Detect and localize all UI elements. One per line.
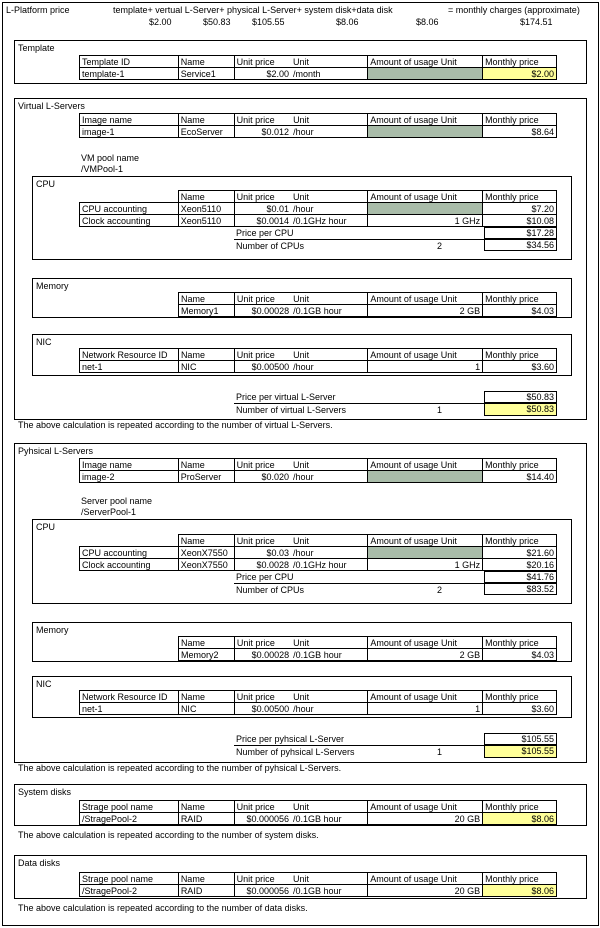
- data-disks-table: [79, 872, 557, 897]
- cell-usage: 1 GHz: [368, 215, 483, 227]
- col-image-name: Image name: [80, 114, 179, 126]
- table-header-row: [179, 293, 557, 305]
- col-unit: Unit: [291, 535, 368, 547]
- cell-price: $0.020: [234, 471, 291, 483]
- cell-usage: 1: [368, 703, 483, 715]
- cell-item: Clock accounting: [80, 559, 179, 571]
- col-unit: Unit: [291, 349, 368, 361]
- col-storage-pool: Strage pool name: [80, 801, 179, 813]
- col-monthly: Monthly price: [483, 349, 557, 361]
- cell-monthly: $7.20: [483, 203, 557, 215]
- cell-name: Service1: [178, 68, 234, 80]
- col-name: Name: [178, 56, 234, 68]
- cell-unit: /month: [291, 68, 368, 80]
- table-header-row: [80, 191, 557, 203]
- table-row: [80, 813, 557, 825]
- col-monthly: Monthly price: [483, 56, 557, 68]
- physical-num-servers-total: $105.55: [484, 745, 557, 758]
- col-unit: Unit: [291, 801, 368, 813]
- table-row: [80, 559, 557, 571]
- cell-unit: /hour: [291, 361, 368, 373]
- virtual-cpu-table: [79, 190, 557, 227]
- col-usage: Amount of usage Unit: [368, 691, 483, 703]
- cell-price: $0.000056: [234, 885, 291, 897]
- cell-price: $0.01: [234, 203, 291, 215]
- cell-monthly: $8.06: [483, 813, 557, 825]
- cell-id: /StragePool-2: [80, 813, 179, 825]
- col-usage: Amount of usage Unit: [368, 293, 483, 305]
- col-usage: Amount of usage Unit: [368, 114, 483, 126]
- virtual-note: The above calculation is repeated according to the number of virtual L-Servers.: [18, 420, 333, 430]
- cell-monthly: $4.03: [483, 305, 557, 317]
- header-formula: template+ vertual L-Server+ physical L-Server+ system disk+data disk: [113, 5, 393, 15]
- cell-unit: /0.1GHz hour: [291, 215, 368, 227]
- col-unit: Unit: [291, 873, 368, 885]
- cell-name: NIC: [178, 703, 234, 715]
- cell-usage: 1: [368, 361, 483, 373]
- cell-item: CPU accounting: [80, 203, 179, 215]
- virtual-price-per-server-label: Price per virtual L-Server: [236, 392, 336, 402]
- col-unit-price: Unit price: [234, 56, 291, 68]
- cell-unit: /0.1GB hour: [291, 813, 368, 825]
- col-name: Name: [178, 691, 234, 703]
- cell-price: $0.012: [234, 126, 291, 138]
- col-unit-price: Unit price: [234, 801, 291, 813]
- col-monthly: Monthly price: [483, 873, 557, 885]
- header-equals: = monthly charges (approximate): [448, 5, 580, 15]
- physical-num-cpus-label: Number of CPUs: [236, 585, 305, 595]
- cell-name: Memory1: [179, 305, 235, 317]
- cell-id: /StragePool-2: [80, 885, 179, 897]
- table-header-row: [179, 637, 557, 649]
- cell-usage: 1 GHz: [368, 559, 483, 571]
- col-usage: Amount of usage Unit: [368, 801, 483, 813]
- system-disks-note: The above calculation is repeated according to the number of system disks.: [18, 830, 319, 840]
- col-unit: Unit: [291, 191, 368, 203]
- col-monthly: Monthly price: [483, 114, 557, 126]
- cell-monthly: $8.06: [483, 885, 557, 897]
- cell-usage: [368, 203, 483, 215]
- physical-image-table: [79, 458, 557, 483]
- cell-price: $0.00028: [234, 649, 291, 661]
- cell-item: Clock accounting: [80, 215, 179, 227]
- table-header-row: [80, 56, 557, 68]
- cell-unit: /hour: [291, 471, 368, 483]
- col-network-id: Network Resource ID: [80, 691, 179, 703]
- cell-price: $0.03: [234, 547, 291, 559]
- cell-price: $0.00500: [234, 703, 291, 715]
- col-usage: Amount of usage Unit: [368, 535, 483, 547]
- header-value-data-disk: $8.06: [416, 17, 439, 27]
- table-header-row: [80, 459, 557, 471]
- virtual-num-cpus-total: $34.56: [484, 239, 557, 251]
- col-unit-price: Unit price: [234, 191, 291, 203]
- col-network-id: Network Resource ID: [80, 349, 179, 361]
- table-header-row: [80, 535, 557, 547]
- physical-memory-label: Memory: [36, 625, 69, 635]
- header-value-template: $2.00: [149, 17, 172, 27]
- cell-usage: [368, 68, 483, 80]
- col-name: Name: [178, 801, 234, 813]
- physical-price-per-cpu-label: Price per CPU: [236, 572, 294, 582]
- virtual-num-servers-total: $50.83: [484, 403, 557, 416]
- physical-price-per-cpu-value: $41.76: [484, 571, 557, 583]
- virtual-num-cpus-value: 2: [437, 241, 443, 251]
- virtual-price-per-cpu-value: $17.28: [484, 227, 557, 239]
- col-usage: Amount of usage Unit: [368, 349, 483, 361]
- cell-usage: 20 GB: [368, 813, 483, 825]
- table-row: [80, 68, 557, 80]
- physical-note: The above calculation is repeated according to the number of pyhsical L-Servers.: [18, 763, 342, 773]
- cell-unit: /0.1GB hour: [291, 885, 368, 897]
- physical-cpu-table: [79, 534, 557, 571]
- table-row: [179, 305, 557, 317]
- physical-num-cpus-total: $83.52: [484, 583, 557, 595]
- table-header-row: [80, 801, 557, 813]
- cell-name: NIC: [178, 361, 234, 373]
- col-unit: Unit: [291, 293, 368, 305]
- physical-num-cpus-value: 2: [437, 585, 443, 595]
- cell-id: template-1: [80, 68, 179, 80]
- col-unit: Unit: [291, 114, 368, 126]
- physical-cpu-label: CPU: [36, 522, 56, 532]
- cell-usage: [368, 471, 483, 483]
- physical-num-servers-value: 1: [437, 747, 443, 757]
- cell-name: Memory2: [179, 649, 235, 661]
- col-monthly: Monthly price: [483, 535, 557, 547]
- cell-monthly: $21.60: [483, 547, 557, 559]
- col-usage: Amount of usage Unit: [368, 459, 483, 471]
- cell-monthly: $3.60: [483, 703, 557, 715]
- virtual-price-per-server-value: $50.83: [484, 391, 557, 403]
- template-table: [79, 55, 557, 80]
- table-row: [80, 885, 557, 897]
- cell-id: image-2: [80, 471, 179, 483]
- virtual-memory-table: [178, 292, 557, 317]
- cell-id: net-1: [80, 361, 179, 373]
- cell-usage: [368, 126, 483, 138]
- cell-monthly: $4.03: [483, 649, 557, 661]
- col-unit: Unit: [291, 56, 368, 68]
- cell-price: $0.0014: [234, 215, 291, 227]
- cell-price: $0.00028: [234, 305, 291, 317]
- cell-usage: 2 GB: [368, 649, 483, 661]
- col-usage: Amount of usage Unit: [368, 873, 483, 885]
- virtual-memory-label: Memory: [36, 281, 69, 291]
- virtual-label: Virtual L-Servers: [18, 101, 85, 111]
- col-unit: Unit: [291, 691, 368, 703]
- physical-nic-label: NIC: [36, 679, 52, 689]
- cell-id: image-1: [80, 126, 179, 138]
- virtual-num-servers-value: 1: [437, 405, 443, 415]
- table-row: [80, 215, 557, 227]
- cell-monthly: $20.16: [483, 559, 557, 571]
- col-monthly: Monthly price: [483, 459, 557, 471]
- cell-name: Xeon5110: [178, 215, 234, 227]
- table-row: [179, 649, 557, 661]
- cell-name: XeonX7550: [178, 547, 234, 559]
- physical-label: Pyhsical L-Servers: [18, 446, 94, 456]
- col-monthly: Monthly price: [483, 293, 557, 305]
- physical-price-per-server-label: Price per pyhsical L-Server: [236, 734, 345, 744]
- cell-name: XeonX7550: [178, 559, 234, 571]
- col-template-id: Template ID: [80, 56, 179, 68]
- cell-name: RAID: [178, 813, 234, 825]
- cell-unit: /hour: [291, 703, 368, 715]
- col-unit-price: Unit price: [234, 691, 291, 703]
- col-unit-price: Unit price: [234, 535, 291, 547]
- table-header-row: [80, 114, 557, 126]
- table-row: [80, 471, 557, 483]
- cell-unit: /0.1GHz hour: [291, 559, 368, 571]
- table-row: [80, 361, 557, 373]
- server-pool-value: /ServerPool-1: [81, 507, 137, 517]
- physical-num-servers-label: Number of pyhsical L-Servers: [236, 747, 355, 757]
- col-monthly: Monthly price: [483, 801, 557, 813]
- cell-unit: /hour: [291, 547, 368, 559]
- virtual-image-table: [79, 113, 557, 138]
- col-name: Name: [179, 637, 235, 649]
- col-unit-price: Unit price: [234, 459, 291, 471]
- col-name: Name: [178, 191, 234, 203]
- cell-monthly: $3.60: [483, 361, 557, 373]
- table-header-row: [80, 691, 557, 703]
- col-name: Name: [178, 535, 234, 547]
- header-value-virtual: $50.83: [203, 17, 231, 27]
- cell-unit: /hour: [291, 203, 368, 215]
- cell-price: $0.0028: [234, 559, 291, 571]
- col-unit-price: Unit price: [234, 349, 291, 361]
- header-value-physical: $105.55: [252, 17, 285, 27]
- table-row: [80, 126, 557, 138]
- data-disks-note: The above calculation is repeated according to the number of data disks.: [18, 903, 308, 913]
- system-disks-label: System disks: [18, 787, 72, 797]
- col-unit-price: Unit price: [234, 293, 291, 305]
- col-unit-price: Unit price: [234, 873, 291, 885]
- col-name: Name: [178, 349, 234, 361]
- header-value-total: $174.51: [520, 17, 553, 27]
- col-empty: [80, 535, 179, 547]
- col-unit: Unit: [291, 459, 368, 471]
- virtual-num-cpus-label: Number of CPUs: [236, 241, 305, 251]
- physical-nic-table: [79, 690, 557, 715]
- col-unit-price: Unit price: [234, 114, 291, 126]
- cell-usage: 20 GB: [368, 885, 483, 897]
- cell-id: net-1: [80, 703, 179, 715]
- cell-name: EcoServer: [178, 126, 234, 138]
- vm-pool-label: VM pool name: [81, 153, 140, 163]
- physical-price-per-server-value: $105.55: [484, 733, 557, 745]
- template-label: Template: [18, 43, 55, 53]
- virtual-price-per-cpu-label: Price per CPU: [236, 228, 294, 238]
- header-title: L-Platform price: [6, 5, 70, 15]
- cell-monthly: $8.64: [483, 126, 557, 138]
- col-monthly: Monthly price: [483, 637, 557, 649]
- table-row: [80, 547, 557, 559]
- col-empty: [80, 191, 179, 203]
- col-name: Name: [178, 873, 234, 885]
- server-pool-label: Server pool name: [81, 496, 153, 506]
- cell-usage: 2 GB: [368, 305, 483, 317]
- table-header-row: [80, 349, 557, 361]
- cell-unit: /hour: [291, 126, 368, 138]
- cell-monthly: $10.08: [483, 215, 557, 227]
- cell-unit: /0.1GB hour: [291, 305, 368, 317]
- header-value-system-disk: $8.06: [336, 17, 359, 27]
- col-usage: Amount of usage Unit: [368, 56, 483, 68]
- virtual-nic-table: [79, 348, 557, 373]
- virtual-nic-label: NIC: [36, 337, 52, 347]
- cell-monthly: $14.40: [483, 471, 557, 483]
- col-image-name: Image name: [80, 459, 179, 471]
- col-storage-pool: Strage pool name: [80, 873, 179, 885]
- col-unit: Unit: [291, 637, 368, 649]
- cell-unit: /0.1GB hour: [291, 649, 368, 661]
- table-header-row: [80, 873, 557, 885]
- cell-price: $0.00500: [234, 361, 291, 373]
- cell-name: ProServer: [178, 471, 234, 483]
- cell-usage: [368, 547, 483, 559]
- data-disks-label: Data disks: [18, 858, 61, 868]
- col-monthly: Monthly price: [483, 191, 557, 203]
- col-name: Name: [179, 293, 235, 305]
- table-row: [80, 703, 557, 715]
- cell-name: Xeon5110: [178, 203, 234, 215]
- col-usage: Amount of usage Unit: [368, 191, 483, 203]
- vm-pool-value: /VMPool-1: [81, 164, 124, 174]
- col-monthly: Monthly price: [483, 691, 557, 703]
- cell-name: RAID: [178, 885, 234, 897]
- cell-price: $2.00: [234, 68, 291, 80]
- cell-item: CPU accounting: [80, 547, 179, 559]
- col-usage: Amount of usage Unit: [368, 637, 483, 649]
- table-row: [80, 203, 557, 215]
- system-disks-table: [79, 800, 557, 825]
- col-unit-price: Unit price: [234, 637, 291, 649]
- col-name: Name: [178, 114, 234, 126]
- physical-memory-table: [178, 636, 557, 661]
- virtual-num-servers-label: Number of virtual L-Servers: [236, 405, 347, 415]
- col-name: Name: [178, 459, 234, 471]
- cell-monthly: $2.00: [483, 68, 557, 80]
- cell-price: $0.000056: [234, 813, 291, 825]
- virtual-cpu-label: CPU: [36, 179, 56, 189]
